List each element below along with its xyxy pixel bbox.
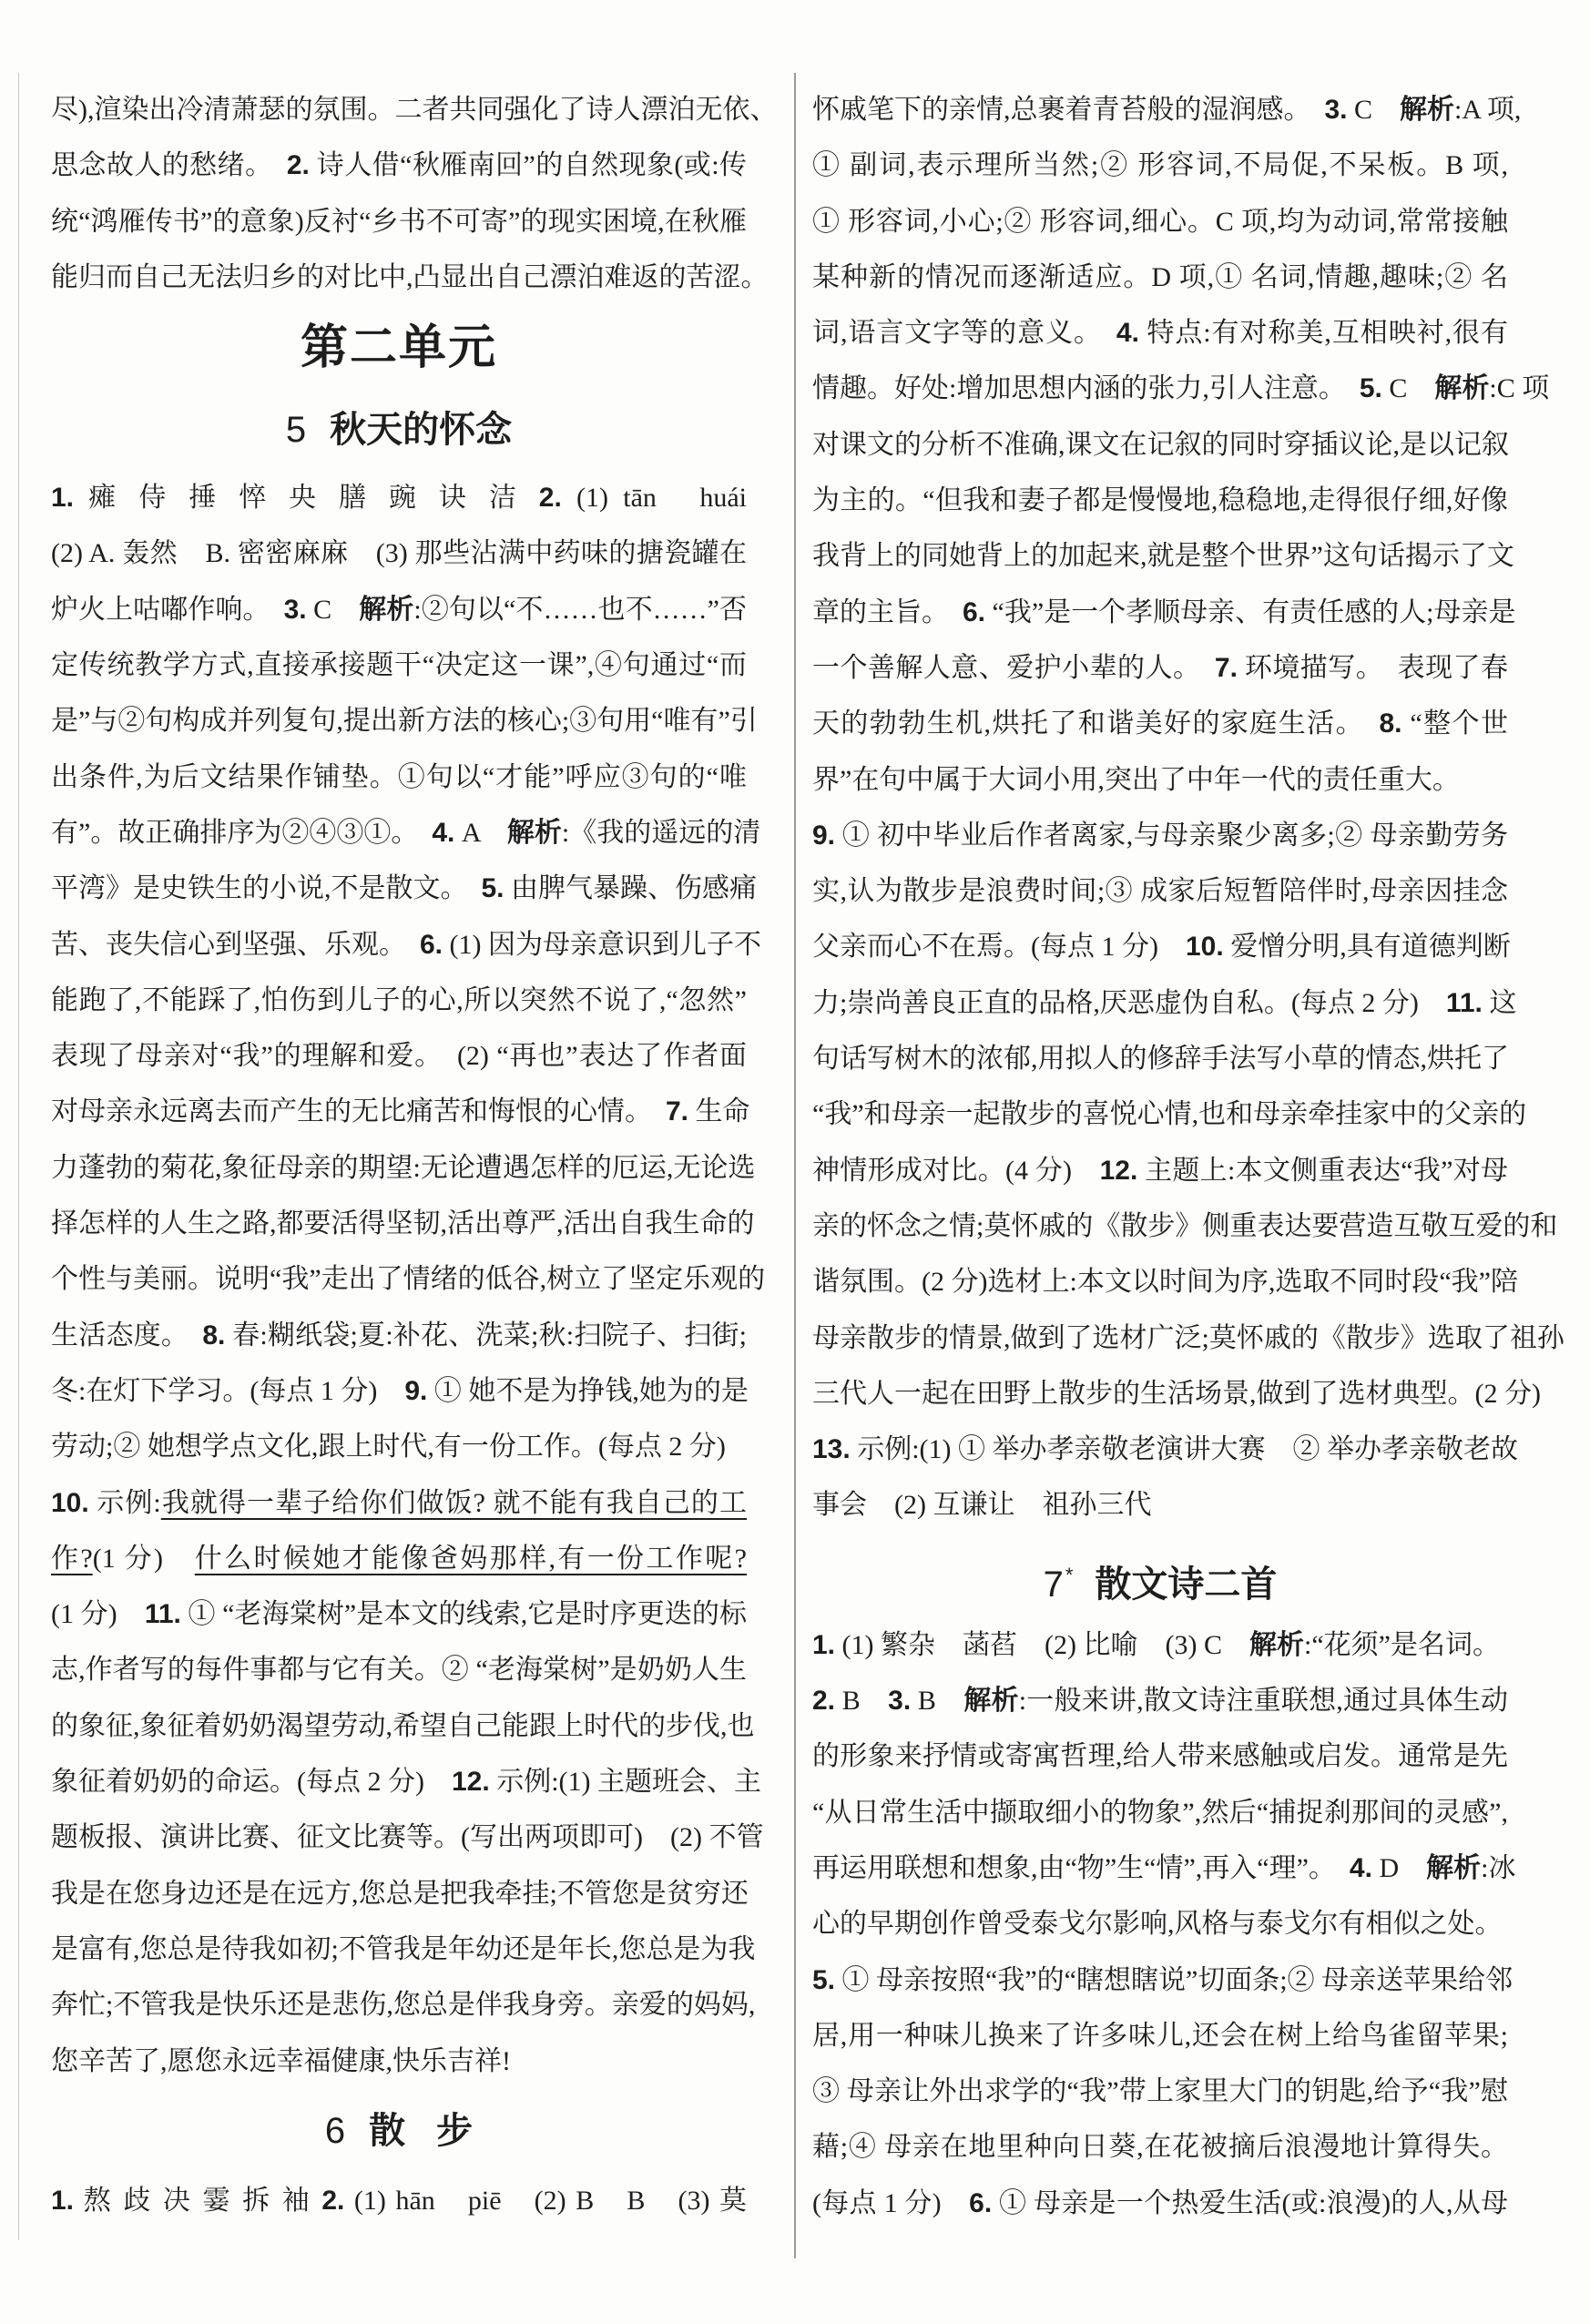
answer-text: ① “老海棠树”是本文的线索,它是时序更迭的标 xyxy=(180,1599,747,1630)
answer-text: (1) 繁杂 菡萏 (2) 比喻 (3) C xyxy=(835,1629,1249,1660)
answer-text: 象征着奶奶的命运。(每点 2 分) xyxy=(51,1767,452,1798)
answer-text: 一个善解人意、爱护小辈的人。 xyxy=(812,652,1215,683)
answer-text: ① 她不是为挣钱,她为的是 xyxy=(427,1375,749,1406)
answer-text: 冬:在灯下学习。(每点 1 分) xyxy=(51,1375,405,1406)
answer-text: (每点 1 分) xyxy=(812,2187,970,2218)
answer-text: 词,语言文字等的意义。 xyxy=(812,318,1116,349)
answer-line xyxy=(812,808,1508,863)
answer-line xyxy=(51,250,769,305)
answer-line xyxy=(812,194,1508,250)
answer-line xyxy=(812,1840,1516,1896)
answer-line xyxy=(812,1143,1508,1198)
answer-text: ① 形容词,小心;② 形容词,细心。C 项,均为动词,常常接触 xyxy=(812,206,1508,237)
answer-text: 居,用一种味儿换来了许多味儿,还会在树上给鸟雀留苹果; xyxy=(812,2020,1508,2051)
question-number: 6. xyxy=(420,929,443,960)
answer-line xyxy=(51,1642,747,1697)
question-number: 1. xyxy=(51,483,75,514)
answer-text: 特点:有对称美,互相映衬,很有 xyxy=(1138,318,1508,349)
answer-text: 诗人借“秋雁南回”的自然现象(或:传 xyxy=(309,150,747,181)
answer-line xyxy=(812,585,1516,640)
question-number: 4. xyxy=(432,817,455,848)
answer-text: B xyxy=(835,1686,889,1717)
answer-text: 是”与②句构成并列复句,提出新方法的核心;③句用“唯有”引 xyxy=(51,706,758,737)
answer-text: 章的主旨。 xyxy=(812,596,963,627)
answer-text: 示例:(1) 主题班会、主 xyxy=(489,1767,762,1798)
answer-text: 谐氛围。(2 分)选材上:本文以时间为序,选取不同时段“我”陪 xyxy=(812,1267,1518,1298)
answer-text: 您辛苦了,愿您永远幸福健康,快乐吉祥! xyxy=(51,2045,511,2076)
answer-text: C xyxy=(1347,95,1401,125)
question-number: 5. xyxy=(1359,373,1382,404)
answer-text: 怀戚笔下的亲情,总裹着青苔般的湿润感。 xyxy=(812,95,1325,125)
answer-line xyxy=(51,1698,755,1754)
lesson-6-answers xyxy=(51,2173,747,2228)
answer-line xyxy=(51,1140,756,1196)
question-number: 11. xyxy=(144,1599,181,1630)
answer-text: 统“鸿雁传书”的意象)反衬“乡书不可寄”的现实困境,在秋雁 xyxy=(51,206,747,237)
answer-text: 能归而自己无法归乡的对比中,凸显出自己漂泊难返的苦涩。 xyxy=(51,261,769,292)
answer-text: 生命 xyxy=(688,1096,750,1127)
answer-line xyxy=(51,1419,747,1474)
lesson-name: 散文诗二首 xyxy=(1095,1564,1278,1605)
answer-line xyxy=(51,1308,747,1363)
answer-text: (1) tān huái xyxy=(561,483,748,514)
answer-line xyxy=(51,1866,747,1921)
answer-line xyxy=(51,1084,750,1139)
answer-line xyxy=(812,696,1508,751)
question-number: 2. xyxy=(538,483,562,514)
answer-text: 示例: xyxy=(88,1487,161,1518)
answer-line xyxy=(51,1251,766,1307)
answer-text: :冰 xyxy=(1481,1852,1516,1883)
question-number: 8. xyxy=(202,1320,226,1351)
answer-line xyxy=(812,473,1508,528)
answer-line xyxy=(51,1586,747,1642)
underlined-answer: 什么时候她才能像爸妈那样,有一份工作呢? xyxy=(194,1543,747,1574)
answer-line xyxy=(51,1754,762,1809)
answer-text: “我”是一个孝顺母亲、有责任感的人;母亲是 xyxy=(985,596,1516,627)
answer-line xyxy=(812,1477,1508,1533)
question-number: 4. xyxy=(1349,1852,1372,1883)
question-number: 10. xyxy=(1185,932,1224,963)
answer-text: A xyxy=(454,817,507,848)
answer-line xyxy=(812,528,1514,584)
answer-text: 对课文的分析不准确,课文在记叙的同时穿插议论,是以记叙 xyxy=(812,429,1509,460)
answer-text: C xyxy=(1381,373,1435,404)
lesson-5-title xyxy=(51,391,747,470)
answer-text: 示例:(1) ① 举办孝亲敬老演讲大赛 ② 举办孝亲敬老故 xyxy=(850,1434,1519,1465)
answer-line xyxy=(812,1254,1518,1310)
answer-line xyxy=(812,752,1508,808)
answer-text: D xyxy=(1371,1852,1427,1883)
question-number: 5. xyxy=(812,1964,836,1995)
answer-line xyxy=(812,82,1522,138)
question-number: 2. xyxy=(812,1686,836,1717)
answer-text: 对母亲永远离去而产生的无比痛苦和悔恨的心情。 xyxy=(51,1096,666,1127)
answer-text: (1) 因为母亲意识到儿子不 xyxy=(443,929,762,960)
answer-text: 春:糊纸袋;夏:补花、洗菜;秋:扫院子、扫街; xyxy=(225,1320,748,1351)
analysis-label: 解析 xyxy=(1249,1629,1304,1660)
answer-text: 是富有,您总是待我如初;不管我是年幼还是年长,您总是为我 xyxy=(51,1933,756,1964)
answer-line xyxy=(812,138,1508,193)
analysis-label: 解析 xyxy=(506,817,562,848)
answer-line xyxy=(812,1310,1565,1366)
answer-text: 尽),渲染出冷清萧瑟的氛围。二者共同强化了诗人漂泊无依、 xyxy=(51,95,778,125)
question-number: 10. xyxy=(51,1487,89,1518)
answer-text: 由脾气暴躁、伤感痛 xyxy=(504,873,758,904)
lesson-number: 5 xyxy=(285,410,307,451)
answer-line xyxy=(812,1086,1527,1142)
answer-line xyxy=(812,1673,1508,1728)
answer-text: 情趣。好处:增加思想内涵的张力,引人注意。 xyxy=(812,373,1360,404)
underlined-answer: 我就得一辈子给你们做饭? 就不能有我自己的工 xyxy=(160,1487,747,1518)
question-number: 9. xyxy=(812,820,836,851)
answer-line xyxy=(812,1198,1558,1254)
lesson-6-title xyxy=(51,2089,747,2173)
answer-line xyxy=(51,805,761,861)
answer-text: 的象征,象征着奶奶渴望劳动,希望自己能跟上时代的步伐,也 xyxy=(51,1710,755,1741)
answer-line xyxy=(812,863,1508,919)
answer-line xyxy=(812,2064,1508,2119)
question-number: 4. xyxy=(1116,318,1139,349)
answer-text: (2) A. 轰然 B. 密密麻麻 (3) 那些沾满中药味的搪瓷罐在 xyxy=(51,538,747,569)
left-margin-rule xyxy=(18,73,19,2240)
answer-text: :C 项 xyxy=(1489,373,1550,404)
answer-line xyxy=(812,2119,1508,2175)
analysis-label: 解析 xyxy=(1426,1852,1482,1883)
answer-line xyxy=(51,1475,747,1531)
answer-text: 母亲散步的情景,做到了选材广泛;莫怀戚的《散步》选取了祖孙 xyxy=(812,1322,1565,1353)
left-column xyxy=(51,82,778,2228)
answer-text: 力;崇尚善良正直的品格,厌恶虚伪自私。(每点 2 分) xyxy=(812,987,1446,1018)
answer-text: 亲的怀念之情;莫怀戚的《散步》侧重表达要营造互敬互爱的和 xyxy=(812,1210,1558,1241)
answer-text: 实,认为散步是浪费时间;③ 成家后短暂陪伴时,母亲因挂念 xyxy=(812,876,1508,907)
answer-line xyxy=(812,2008,1508,2064)
answer-text: 志,作者写的每件事都与它有关。② “老海棠树”是奶奶人生 xyxy=(51,1655,747,1686)
question-number: 13. xyxy=(812,1434,851,1465)
answer-line xyxy=(812,417,1508,473)
answer-text: (1) hān piē (2) B B (3) 莫 xyxy=(344,2185,747,2216)
analysis-label: 解析 xyxy=(1434,373,1490,404)
answer-line xyxy=(51,637,747,693)
answer-line xyxy=(51,1196,755,1251)
answer-text: :②句以“不……也不……”否 xyxy=(413,594,748,625)
lesson-number: 6 xyxy=(324,2110,346,2151)
answer-text: :一般来讲,散文诗注重联想,通过具体生动 xyxy=(1018,1686,1509,1717)
answer-text: 瘫 侍 捶 悴 央 膳 豌 诀 洁 xyxy=(74,483,539,514)
question-number: 6. xyxy=(963,596,986,627)
answer-line xyxy=(812,1896,1508,1952)
answer-line xyxy=(51,1531,747,1586)
answer-line xyxy=(51,2173,747,2228)
answer-line xyxy=(812,305,1508,361)
answer-text: 奔忙;不管我是快乐还是悲伤,您总是伴我身旁。亲爱的妈妈, xyxy=(51,1990,756,2021)
answer-line xyxy=(812,1952,1514,2008)
question-number: 11. xyxy=(1445,987,1483,1018)
answer-text: 思念故人的愁绪。 xyxy=(51,150,287,181)
intro-answers xyxy=(51,82,778,305)
answer-text: B xyxy=(911,1686,964,1717)
answer-line xyxy=(51,82,778,138)
lesson-name: 秋天的怀念 xyxy=(330,410,513,451)
analysis-label: 解析 xyxy=(963,1686,1019,1717)
answer-text: 藉;④ 母亲在地里种向日葵,在花被摘后浪漫地计算得失。 xyxy=(812,2132,1508,2163)
answer-line xyxy=(51,1028,747,1084)
answer-text: 父亲而心不在焉。(每点 1 分) xyxy=(812,932,1186,963)
answer-text: 劳动;② 她想学点文化,跟上时代,有一份工作。(每点 2 分) xyxy=(51,1432,726,1463)
question-number: 2. xyxy=(321,2185,345,2216)
answer-line xyxy=(51,693,758,749)
answer-line xyxy=(812,640,1508,696)
answer-line xyxy=(51,749,747,805)
answer-line xyxy=(812,1785,1508,1840)
answer-line xyxy=(51,1921,756,1977)
answer-line xyxy=(51,1363,747,1419)
answer-text: 苦、丧失信心到坚强、乐观。 xyxy=(51,929,420,960)
answer-text: 能跑了,不能踩了,怕伤到儿子的心,所以突然不说了,“忽然” xyxy=(51,984,747,1015)
answer-line xyxy=(51,2034,747,2089)
question-number: 3. xyxy=(283,594,307,625)
question-number: 7. xyxy=(1214,652,1238,683)
answer-text: “我”和母亲一起散步的喜悦心情,也和母亲牵挂家中的父亲的 xyxy=(812,1099,1527,1130)
answer-text: (1 分) xyxy=(51,1599,145,1630)
lesson-5-answers xyxy=(51,470,766,2089)
lesson-7-title xyxy=(812,1534,1508,1617)
answer-text: :《我的遥远的清 xyxy=(561,817,761,848)
answer-text: C xyxy=(306,594,360,625)
right-column xyxy=(812,82,1565,2231)
answer-text: 平湾》是史铁生的小说,不是散文。 xyxy=(51,873,482,904)
answer-text: 熬 歧 决 霎 拆 袖 xyxy=(74,2185,322,2216)
answer-line xyxy=(812,975,1517,1031)
answer-line xyxy=(51,1977,756,2033)
answer-line xyxy=(812,1617,1508,1673)
question-number: 1. xyxy=(812,1629,836,1660)
answer-text: 爱憎分明,具有道德判断 xyxy=(1223,932,1511,963)
answer-line xyxy=(812,361,1550,416)
analysis-label: 解析 xyxy=(359,594,414,625)
answer-text: :“花须”是名词。 xyxy=(1303,1629,1500,1660)
answer-line xyxy=(812,2176,1508,2231)
answer-text: 三代人一起在田野上散步的生活场景,做到了选材典型。(2 分) xyxy=(812,1378,1541,1409)
lesson-number: 7 xyxy=(1043,1564,1064,1605)
answer-line xyxy=(51,861,758,916)
question-number: 12. xyxy=(451,1767,490,1798)
answer-line xyxy=(51,194,747,250)
answer-text: :A 项, xyxy=(1454,95,1522,125)
answer-text: 有”。故正确排序为②④③①。 xyxy=(51,817,433,848)
answer-line xyxy=(51,917,762,973)
answer-text: ① 母亲是一个热爱生活(或:浪漫)的人,从母 xyxy=(992,2187,1508,2218)
lesson-6-answers-continued xyxy=(812,82,1565,1534)
answer-line xyxy=(51,470,747,525)
answer-text: 生活态度。 xyxy=(51,1320,203,1351)
question-number: 12. xyxy=(1099,1155,1138,1186)
question-number: 7. xyxy=(666,1096,689,1127)
answer-text: ① 副词,表示理所当然;② 形容词,不局促,不呆板。B 项, xyxy=(812,150,1508,181)
answer-text: 主题上:本文侧重表达“我”对母 xyxy=(1137,1155,1509,1186)
answer-text: ③ 母亲让外出求学的“我”带上家里大门的钥匙,给予“我”慰 xyxy=(812,2076,1508,2107)
answer-text: (1 分) xyxy=(92,1543,195,1574)
unit-title: 第二单元 xyxy=(300,321,497,375)
answer-text: “从日常生活中撷取细小的物象”,然后“捕捉刹那间的灵感”, xyxy=(812,1797,1508,1828)
answer-text: 再运用联想和想象,由“物”生“情”,再入“理”。 xyxy=(812,1852,1350,1883)
lesson-7-answers xyxy=(812,1617,1516,2231)
underlined-answer: 作? xyxy=(51,1543,93,1574)
answer-text: 我背上的同她背上的加起来,就是整个世界”这句话揭示了文 xyxy=(812,541,1514,572)
answer-text: 定传统教学方式,直接承接题干“决定这一课”,④句通过“而 xyxy=(51,650,747,681)
answer-line xyxy=(812,1366,1541,1422)
answer-text: ① 母亲按照“我”的“瞎想瞎说”切面条;② 母亲送苹果给邻 xyxy=(835,1964,1514,1995)
question-number: 8. xyxy=(1379,708,1402,739)
answer-line xyxy=(51,138,747,193)
lesson-name: 散步 xyxy=(369,2110,505,2151)
question-number: 3. xyxy=(1324,95,1348,125)
answer-text: 表现了母亲对“我”的理解和爱。 (2) “再也”表达了作者面 xyxy=(51,1041,747,1072)
question-number: 9. xyxy=(404,1375,428,1406)
optional-lesson-mark: * xyxy=(1065,1563,1074,1586)
answer-text: 事会 (2) 互谦让 祖孙三代 xyxy=(812,1490,1152,1521)
answer-text: 择怎样的人生之路,都要活得坚韧,活出尊严,活出自我生命的 xyxy=(51,1208,755,1239)
answer-line xyxy=(51,525,747,581)
answer-line xyxy=(812,1031,1508,1086)
answer-line xyxy=(812,919,1511,974)
answer-text: 这 xyxy=(1482,987,1517,1018)
answer-text: 神情形成对比。(4 分) xyxy=(812,1155,1100,1186)
column-divider xyxy=(794,73,796,2258)
answer-line xyxy=(812,250,1508,305)
answer-line xyxy=(812,1728,1508,1784)
analysis-label: 解析 xyxy=(1400,95,1455,125)
answer-text: 出条件,为后文结果作铺垫。①句以“才能”呼应③句的“唯 xyxy=(51,761,747,792)
answer-text: 天的勃勃生机,烘托了和谐美好的家庭生活。 xyxy=(812,708,1380,739)
answer-text: ① 初中毕业后作者离家,与母亲聚少离多;② 母亲勤劳务 xyxy=(835,820,1508,851)
answer-text: “整个世 xyxy=(1401,708,1508,739)
answer-text: 个性与美丽。说明“我”走出了情绪的低谷,树立了坚定乐观的 xyxy=(51,1264,766,1295)
answer-line xyxy=(812,1422,1519,1477)
question-number: 5. xyxy=(481,873,505,904)
answer-text: 环境描写。 表现了春 xyxy=(1237,652,1509,683)
answer-text: 心的早期创作曾受泰戈尔影响,风格与泰戈尔有相似之处。 xyxy=(812,1909,1503,1940)
answer-line xyxy=(51,973,747,1028)
question-number: 6. xyxy=(969,2187,993,2218)
answer-text: 为主的。“但我和妻子都是慢慢地,稳稳地,走得很仔细,好像 xyxy=(812,485,1508,516)
answer-text: 的形象来抒情或寄寓哲理,给人带来感触或启发。通常是先 xyxy=(812,1741,1508,1772)
answer-text: 句话写树木的浓郁,用拟人的修辞手法写小草的情态,烘托了 xyxy=(812,1044,1509,1075)
question-number: 2. xyxy=(286,150,310,181)
question-number: 3. xyxy=(888,1686,912,1717)
answer-text: 炉火上咕嘟作响。 xyxy=(51,594,284,625)
question-number: 1. xyxy=(51,2185,75,2216)
answer-text: 力蓬勃的菊花,象征母亲的期望:无论遭遇怎样的厄运,无论选 xyxy=(51,1152,756,1183)
answer-text: 我是在您身边还是在远方,您总是把我牵挂;不管您是贫穷还 xyxy=(51,1878,749,1909)
answer-line xyxy=(51,1809,764,1865)
answer-line xyxy=(51,582,747,637)
answer-text: 界”在句中属于大词小用,突出了中年一代的责任重大。 xyxy=(812,764,1460,795)
answer-text: 题板报、演讲比赛、征文比赛等。(写出两项即可) (2) 不管 xyxy=(51,1822,764,1853)
answer-text: 某种新的情况而逐渐适应。D 项,① 名词,情趣,趣味;② 名 xyxy=(812,261,1508,292)
